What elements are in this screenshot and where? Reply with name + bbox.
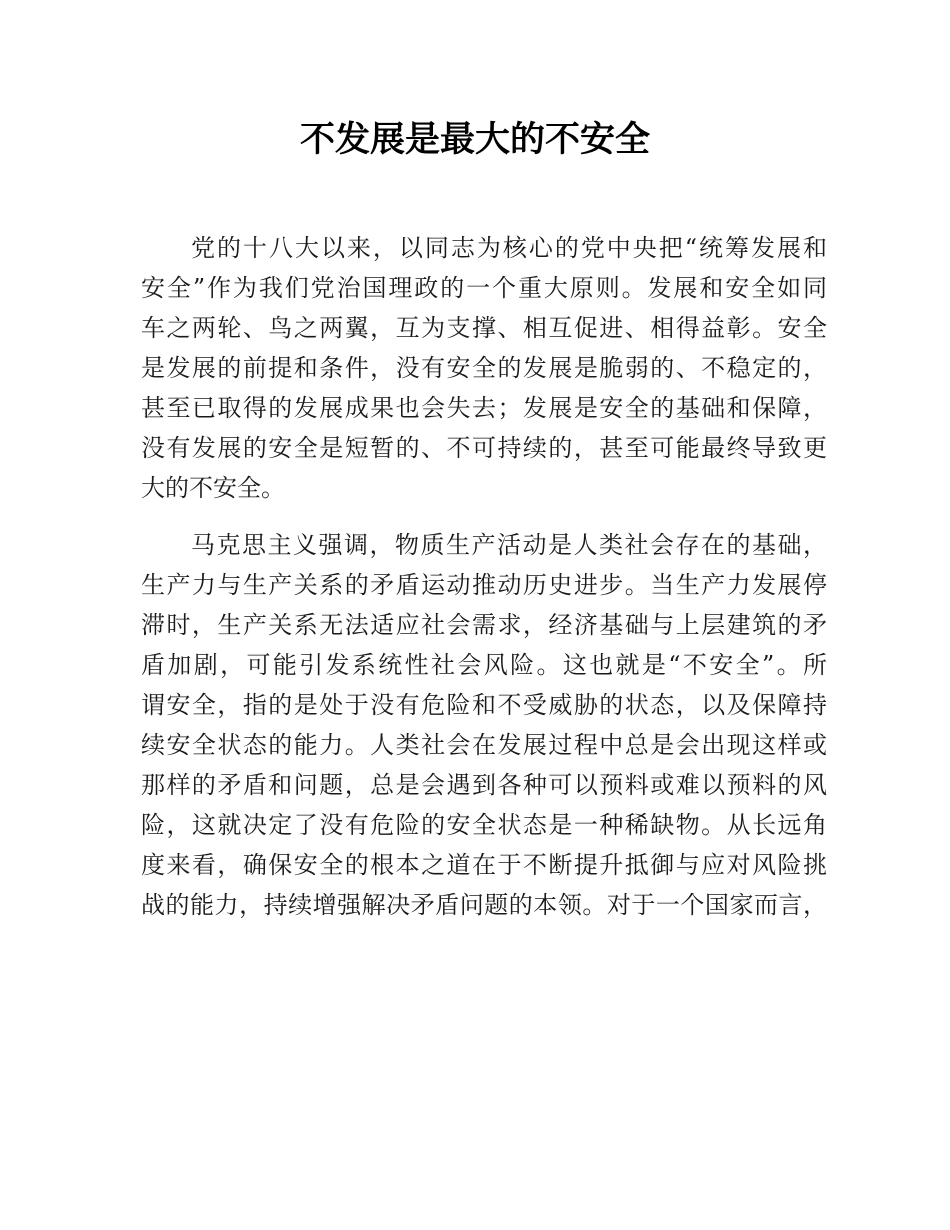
paragraph-2-line-1: 马克思主义强调，物质生产活动是人类社会存在的基础， xyxy=(191,531,827,559)
paragraph-1 xyxy=(141,228,827,508)
paragraph-1-line-7: 大的不安全。 xyxy=(141,474,285,502)
paragraph-2-line-2: 生产力与生产关系的矛盾运动推动历史进步。当生产力发展停 xyxy=(141,571,827,599)
document-body xyxy=(141,228,827,925)
paragraph-1-line-3: 车之两轮、鸟之两翼，互为支撑、相互促进、相得益彰。安全 xyxy=(141,314,827,342)
document-title: 不发展是最大的不安全 xyxy=(299,120,650,160)
paragraph-2-line-8: 险，这就决定了没有危险的安全状态是一种稀缺物。从长远角 xyxy=(141,811,827,839)
paragraph-1-line-5: 甚至已取得的发展成果也会失去；发展是安全的基础和保障， xyxy=(141,394,827,422)
paragraph-2-line-9: 度来看，确保安全的根本之道在于不断提升抵御与应对风险挑 xyxy=(141,851,827,879)
paragraph-2-line-6: 续安全状态的能力。人类社会在发展过程中总是会出现这样或 xyxy=(141,731,827,759)
paragraph-2 xyxy=(141,525,827,925)
paragraph-2-line-10: 战的能力，持续增强解决矛盾问题的本领。对于一个国家而言， xyxy=(141,891,827,919)
paragraph-2-line-3: 滞时，生产关系无法适应社会需求，经济基础与上层建筑的矛 xyxy=(141,611,827,639)
paragraph-2-line-5: 谓安全，指的是处于没有危险和不受威胁的状态，以及保障持 xyxy=(141,691,827,719)
paragraph-2-line-7: 那样的矛盾和问题，总是会遇到各种可以预料或难以预料的风 xyxy=(141,771,827,799)
paragraph-1-line-6: 没有发展的安全是短暂的、不可持续的，甚至可能最终导致更 xyxy=(141,434,827,462)
paragraph-2-line-4: 盾加剧，可能引发系统性社会风险。这也就是“不安全”。所 xyxy=(141,651,827,679)
paragraph-1-line-4: 是发展的前提和条件，没有安全的发展是脆弱的、不稳定的， xyxy=(141,354,827,382)
paragraph-1-line-2: 安全”作为我们党治国理政的一个重大原则。发展和安全如同 xyxy=(141,274,827,302)
paragraph-1-line-1: 党的十八大以来，以同志为核心的党中央把“统筹发展和 xyxy=(191,234,827,262)
